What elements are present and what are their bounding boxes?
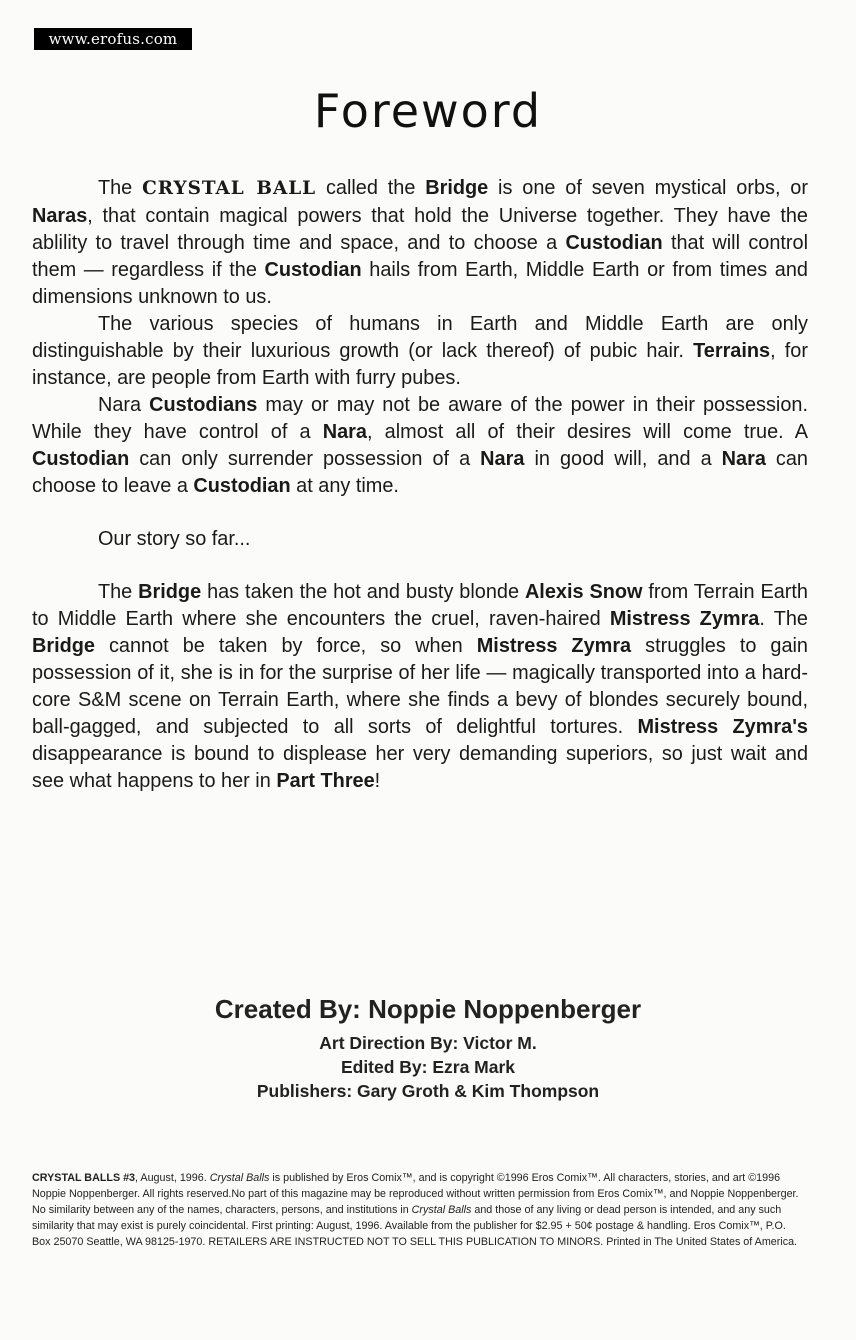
legal-notice: CRYSTAL BALLS #3, August, 1996. Crystal Balls is published by Eros Comix™, and is copyright ©1996 Eros Comix™. All characters, stories, and art ©1996 Noppie Noppenberger. All rights reserved.No part of this magazine may be reproduced without written permission from Eros Comix™, and Noppie Noppenberger. No similarity between any of the names, characters, persons, and institutions in Crystal Balls and those of any living or dead person is intended, and any such similarity that may exist is purely coincidental. First printing: August, 1996. Available from the publisher for $2.95 + 50¢ postage & handling. Eros Comix™, P.O. Box 25070 Seattle, WA 98125-1970. RETAILERS ARE INSTRUCTED NOT TO SELL THIS PUBLICATION TO MINORS. Printed in The United States of America. [32, 1172, 799, 1248]
crystal-ball-brand: CRYSTAL BALL [142, 177, 317, 199]
art-direction-credit: Art Direction By: Victor M. [319, 1033, 537, 1053]
publishers-credit: Publishers: Gary Groth & Kim Thompson [256, 1081, 600, 1101]
foreword-paragraph-2: The various species of humans in Earth and Middle Earth are only distinguishable by their luxurious growth (or lack thereof) of pubic hair. Terrains, for instance, are people from Earth with furry pubes. [32, 312, 808, 389]
foreword-paragraph-5: The Bridge has taken the hot and busty blonde Alexis Snow from Terrain Earth to Middle Earth where she encounters the cruel, raven-haired Mistress Zymra. The Bridge cannot be taken by force, so when Mistress Zymra struggles to gain possession of it, she is in for the surprise of her life — magically transported into a hard-core S&M scene on Terrain Earth, where she finds a bevy of blondes securely bound, ball-gagged, and subjected to all sorts of delightful tortures. Mistress Zymra's disappearance is bound to displease her very demanding superiors, so just wait and see what happens to her in Part Three! [32, 580, 808, 792]
edited-by-credit: Edited By: Ezra Mark [340, 1057, 516, 1077]
page-title: Foreword [313, 84, 543, 138]
created-by: Created By: Noppie Noppenberger [214, 994, 642, 1024]
foreword-body [32, 174, 808, 794]
credits-block [0, 994, 856, 1103]
foreword-paragraph-3: Nara Custodians may or may not be aware of the power in their possession. While they have control of a Nara, almost all of their desires will come true. A Custodian can only surrender possession of a Nara in good will, and a Nara can choose to leave a Custodian at any time. [32, 393, 809, 497]
story-so-far-heading: Our story so far... [97, 527, 251, 550]
issue-label: CRYSTAL BALLS #3 [32, 1172, 136, 1184]
site-watermark: www.erofus.com [34, 28, 192, 50]
foreword-paragraph-1: The CRYSTAL BALL called the Bridge is one of seven mystical orbs, or Naras, that contain magical powers that hold the Universe together. They have the ablility to travel through time and space, and to choose a Custodian that will control them — regardless if the Custodian hails from Earth, Middle Earth or from times and dimensions unknown to us. [32, 176, 809, 308]
